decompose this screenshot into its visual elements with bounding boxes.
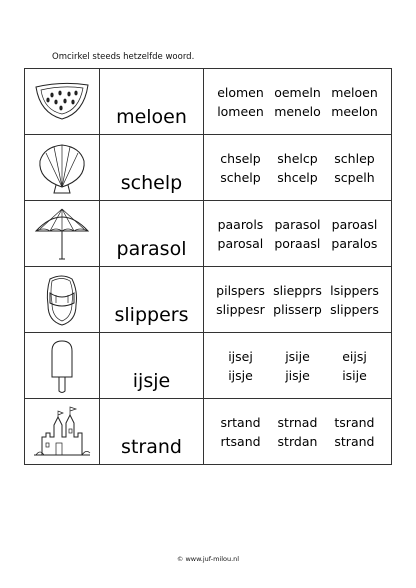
word-option[interactable]: strand — [334, 433, 375, 449]
options-cell — [204, 333, 392, 399]
slipper-icon — [32, 271, 92, 329]
word-option[interactable]: menelo — [274, 103, 321, 119]
word-option[interactable]: elomen — [217, 84, 264, 100]
ice-lolly-icon — [32, 337, 92, 395]
shell-icon — [32, 139, 92, 197]
word-option[interactable]: paarols — [217, 216, 264, 232]
options-line — [212, 368, 383, 383]
options-line — [212, 302, 383, 317]
word-option[interactable]: jisje — [285, 367, 310, 383]
target-word: parasol — [116, 238, 187, 260]
word-option[interactable]: schlep — [334, 150, 375, 166]
word-option[interactable]: lomeen — [217, 103, 264, 119]
options-line — [212, 434, 383, 449]
target-word: meloen — [116, 106, 187, 128]
word-option[interactable]: meloen — [331, 84, 378, 100]
target-word: schelp — [120, 172, 183, 194]
picture-cell — [25, 69, 100, 135]
options-line — [212, 104, 383, 119]
target-word-cell — [100, 201, 204, 267]
worksheet-row-slippers — [25, 267, 392, 333]
word-option[interactable]: chselp — [220, 150, 261, 166]
options-line — [212, 217, 383, 232]
target-word: slippers — [114, 304, 189, 326]
parasol-icon — [32, 205, 92, 263]
target-word-cell — [100, 69, 204, 135]
word-option[interactable]: scpelh — [334, 169, 375, 185]
worksheet-row-parasol — [25, 201, 392, 267]
word-option[interactable]: ijsje — [228, 367, 253, 383]
word-option[interactable]: srtand — [220, 414, 261, 430]
worksheet-table — [24, 68, 392, 465]
worksheet-row-meloen — [25, 69, 392, 135]
watermelon-icon — [32, 73, 92, 131]
picture-cell — [25, 135, 100, 201]
picture-cell — [25, 267, 100, 333]
target-word-cell — [100, 333, 204, 399]
options-line — [212, 236, 383, 251]
target-word-cell — [100, 135, 204, 201]
target-word: strand — [121, 436, 182, 458]
word-option[interactable]: paralos — [331, 235, 378, 251]
word-option[interactable]: slippers — [330, 301, 379, 317]
options-line — [212, 415, 383, 430]
word-option[interactable]: ijsej — [228, 348, 253, 364]
word-option[interactable]: schelp — [220, 169, 261, 185]
target-word-cell — [100, 399, 204, 465]
word-option[interactable]: parasol — [274, 216, 321, 232]
options-line — [212, 170, 383, 185]
options-cell — [204, 267, 392, 333]
word-option[interactable]: paroasl — [331, 216, 378, 232]
word-option[interactable]: slippesr — [216, 301, 265, 317]
word-option[interactable]: shelcp — [277, 150, 318, 166]
word-option[interactable]: oemeln — [274, 84, 321, 100]
worksheet-row-ijsje — [25, 333, 392, 399]
options-cell — [204, 135, 392, 201]
word-option[interactable]: pilspers — [216, 282, 265, 298]
word-option[interactable]: isije — [342, 367, 367, 383]
word-option[interactable]: meelon — [331, 103, 378, 119]
word-option[interactable]: plisserp — [273, 301, 322, 317]
options-cell — [204, 399, 392, 465]
word-option[interactable]: lsippers — [330, 282, 379, 298]
word-option[interactable]: jsije — [285, 348, 310, 364]
sandcastle-icon — [32, 403, 92, 461]
target-word-cell — [100, 267, 204, 333]
word-option[interactable]: rtsand — [220, 433, 261, 449]
options-line — [212, 85, 383, 100]
instruction-text: Omcirkel steeds hetzelfde woord. — [52, 52, 195, 62]
target-word: ijsje — [132, 370, 171, 392]
word-option[interactable]: shcelp — [277, 169, 318, 185]
options-cell — [204, 201, 392, 267]
picture-cell — [25, 333, 100, 399]
word-option[interactable]: strdan — [277, 433, 318, 449]
options-line — [212, 151, 383, 166]
word-option[interactable]: eijsj — [342, 348, 367, 364]
picture-cell — [25, 399, 100, 465]
options-line — [212, 349, 383, 364]
options-line — [212, 283, 383, 298]
word-option[interactable]: sliepprs — [273, 282, 322, 298]
word-option[interactable]: poraasl — [274, 235, 321, 251]
worksheet-row-strand — [25, 399, 392, 465]
footer-credit: © www.juf-milou.nl — [176, 555, 240, 563]
word-option[interactable]: tsrand — [334, 414, 375, 430]
options-cell — [204, 69, 392, 135]
worksheet-row-schelp — [25, 135, 392, 201]
word-option[interactable]: parosal — [217, 235, 264, 251]
picture-cell — [25, 201, 100, 267]
word-option[interactable]: strnad — [277, 414, 318, 430]
